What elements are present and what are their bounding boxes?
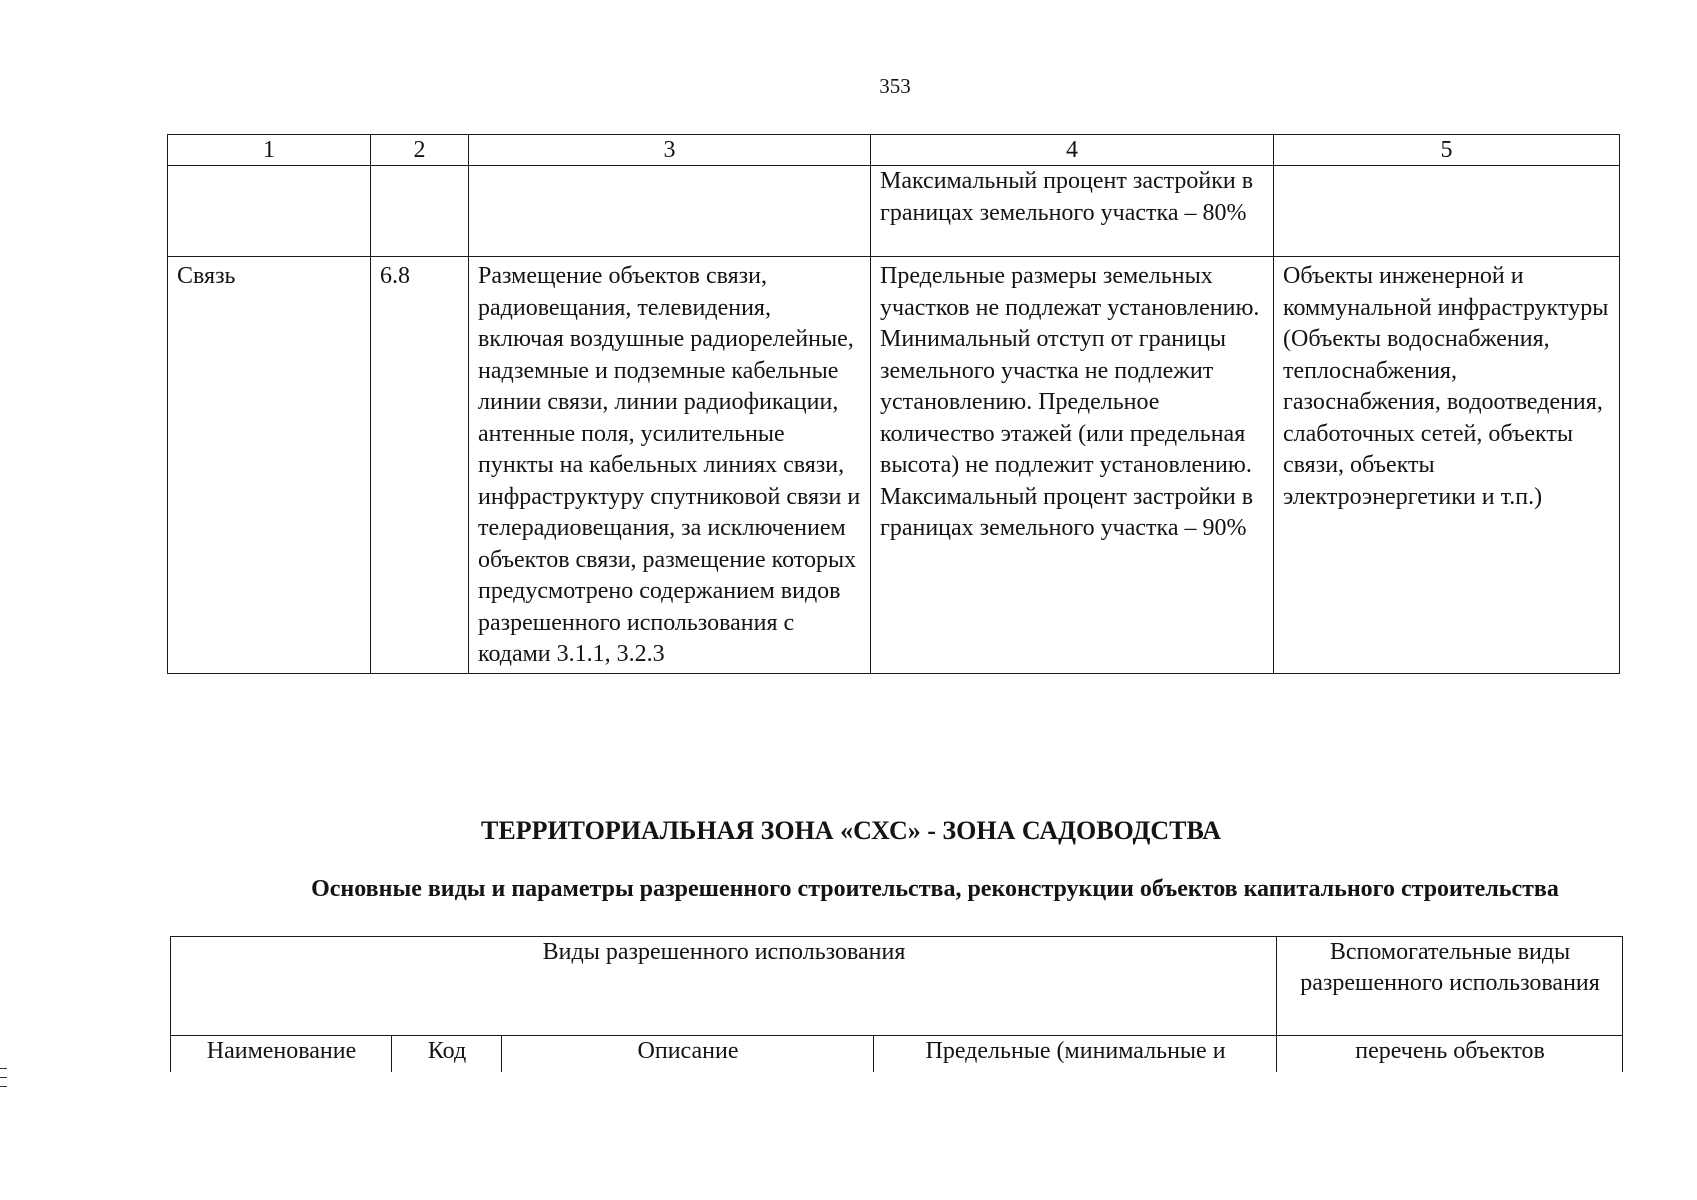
continued-parameters-cell: Максимальный процент застройки в границах земельного участка – 80% [871, 166, 1274, 257]
column-number-4: 4 [871, 135, 1274, 166]
name-subheader: Наименование [171, 1036, 392, 1073]
svyaz-description-cell: Размещение объектов связи, радиовещания, телевидения, включая воздушные радиорелейные, надземные и подземные кабельные линии связи, линии радиофикации, антенные поля, усилительные пункты на кабельных линиях связи, инфраструктуру спутниковой связи и телерадиовещания, за исключением объектов связи, размещение которых предусмотрено содержанием видов разрешенного использования с кодами 3.1.1, 3.2.3 [469, 257, 871, 674]
continued-name-cell [168, 166, 371, 257]
svyaz-code-cell: 6.8 [371, 257, 469, 674]
svyaz-name-cell: Связь [168, 257, 371, 674]
continued-auxiliary-cell [1274, 166, 1620, 257]
bottom-subheader-row [171, 1036, 1623, 1073]
svyaz-row [168, 257, 1620, 674]
subsection-title: Основные виды и параметры разрешенного строительства, реконструкции объектов капитального строительства [311, 876, 1559, 902]
permitted-uses-header: Виды разрешенного использования [171, 937, 1277, 1036]
svyaz-parameters-cell: Предельные размеры земельных участков не подлежат установлению. Минимальный отступ от границы земельного участка не подлежит установлению. Предельное количество этажей (или предельная высота) не подлежит установлению. Максимальный процент застройки в границах земельного участка – 90% [871, 257, 1274, 674]
column-number-row [168, 135, 1620, 166]
description-subheader: Описание [502, 1036, 874, 1073]
continued-row [168, 166, 1620, 257]
auxiliary-uses-header: Вспомогательные виды разрешенного использования [1277, 937, 1623, 1036]
column-number-1: 1 [168, 135, 371, 166]
zone-title: ТЕРРИТОРИАЛЬНАЯ ЗОНА «СХС» - ЗОНА САДОВОДСТВА [481, 816, 1221, 845]
bottom-header-row [171, 937, 1623, 1036]
column-number-5: 5 [1274, 135, 1620, 166]
parameters-subheader: Предельные (минимальные и [874, 1036, 1277, 1073]
bottom-table [170, 936, 1623, 1072]
column-number-3: 3 [469, 135, 871, 166]
svyaz-auxiliary-cell: Объекты инженерной и коммунальной инфраструктуры (Объекты водоснабжения, теплоснабжения, газоснабжения, водоотведения, слаботочных сетей, объекты связи, объекты электроэнергетики и т.п.) [1274, 257, 1620, 674]
page-number: 353 [879, 74, 911, 98]
continued-description-cell [469, 166, 871, 257]
top-table [167, 134, 1620, 674]
scan-edge-marks [0, 1068, 8, 1095]
code-subheader: Код [392, 1036, 502, 1073]
continued-code-cell [371, 166, 469, 257]
objects-subheader: перечень объектов [1277, 1036, 1623, 1073]
column-number-2: 2 [371, 135, 469, 166]
